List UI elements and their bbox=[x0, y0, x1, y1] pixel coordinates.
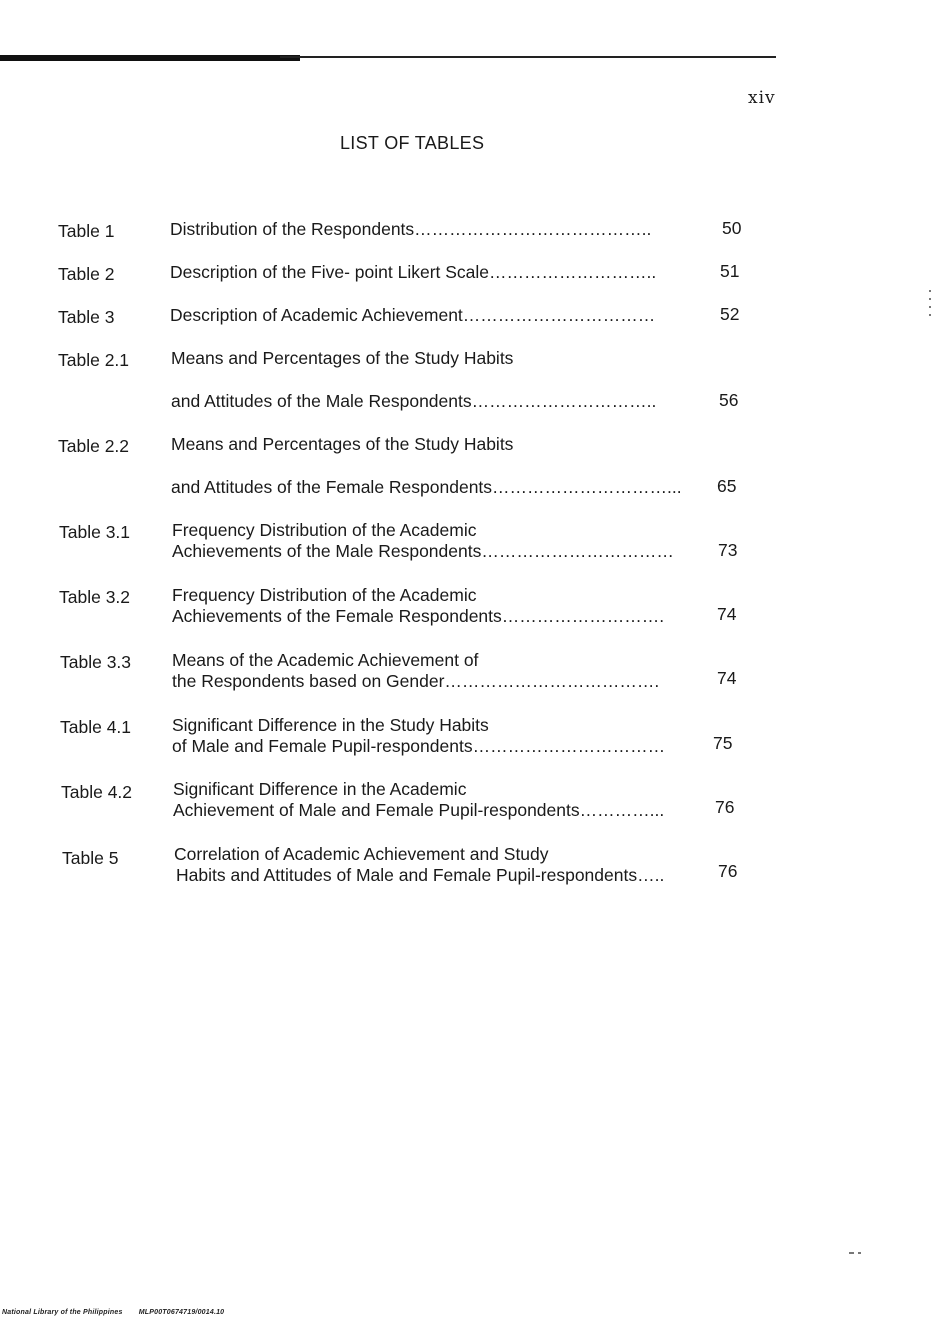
entry-page: 51 bbox=[720, 261, 740, 281]
entry-label: Table 4.1 bbox=[60, 717, 132, 737]
toc-entry[interactable] bbox=[61, 781, 761, 825]
entry-label: Table 2.2 bbox=[58, 436, 130, 456]
entry-description-line-1: Correlation of Academic Achievement and Study bbox=[174, 844, 549, 864]
entry-page: 76 bbox=[718, 861, 738, 881]
entry-description: Description of the Five- point Likert Scale……………………….. bbox=[170, 262, 657, 282]
entry-page: 52 bbox=[720, 304, 740, 324]
entry-page: 74 bbox=[717, 668, 737, 688]
scan-speck bbox=[929, 298, 931, 300]
scan-speck bbox=[849, 1252, 854, 1254]
entry-label: Table 2 bbox=[58, 264, 115, 284]
entry-description-line-2: and Attitudes of the Female Respondents…………………………... bbox=[171, 477, 682, 497]
footer-library: National Library of the Philippines bbox=[2, 1309, 123, 1316]
scan-speck bbox=[929, 306, 931, 308]
scan-speck bbox=[929, 290, 931, 292]
entry-label: Table 2.1 bbox=[58, 350, 130, 370]
entry-label: Table 3.2 bbox=[59, 587, 131, 607]
toc-entry[interactable] bbox=[59, 586, 759, 630]
entry-description-line-2: Achievement of Male and Female Pupil-respondents…………... bbox=[173, 800, 665, 820]
entry-description-line-1: Means of the Academic Achievement of bbox=[172, 650, 479, 670]
entry-description-line-1: Significant Difference in the Academic bbox=[173, 779, 467, 799]
entry-page: 50 bbox=[722, 218, 742, 238]
entry-page: 75 bbox=[713, 733, 733, 753]
page-title: LIST OF TABLES bbox=[340, 133, 485, 153]
toc-entry[interactable] bbox=[58, 306, 758, 328]
footer-library-stamp bbox=[2, 1309, 238, 1316]
scan-speck bbox=[929, 314, 931, 316]
entry-page: 73 bbox=[718, 540, 738, 560]
toc-entry[interactable] bbox=[60, 651, 760, 695]
entry-description-line-2: and Attitudes of the Male Respondents………………………….. bbox=[171, 391, 657, 411]
entry-description: Distribution of the Respondents………………………………….. bbox=[170, 219, 652, 239]
entry-label: Table 4.2 bbox=[61, 782, 133, 802]
entry-description-line-1: Means and Percentages of the Study Habits bbox=[171, 348, 514, 368]
entry-label: Table 5 bbox=[62, 848, 119, 868]
page-number: xiv bbox=[748, 88, 776, 108]
entry-description-line-2: Achievements of the Male Respondents…………………………… bbox=[172, 541, 674, 561]
entry-page: 65 bbox=[717, 476, 737, 496]
top-rule-thin bbox=[280, 56, 776, 58]
toc-entry[interactable] bbox=[60, 716, 760, 760]
entry-label: Table 3 bbox=[58, 307, 115, 327]
entry-page: 76 bbox=[715, 797, 735, 817]
entry-description-line-2: the Respondents based on Gender………………………………. bbox=[172, 671, 660, 691]
entry-label: Table 3.3 bbox=[60, 652, 132, 672]
entry-description: Description of Academic Achievement…………………………… bbox=[170, 305, 656, 325]
entry-description-line-2: of Male and Female Pupil-respondents…………………………… bbox=[172, 736, 666, 756]
footer-code: MLP00T0674719/0014.10 bbox=[138, 1309, 225, 1316]
entry-description-line-2: Habits and Attitudes of Male and Female Pupil-respondents….. bbox=[176, 865, 665, 885]
toc-entry[interactable] bbox=[58, 349, 758, 415]
toc-entry[interactable] bbox=[62, 844, 762, 891]
entry-description-line-2: Achievements of the Female Respondents………………………. bbox=[172, 606, 665, 626]
entry-description-line-1: Significant Difference in the Study Habits bbox=[172, 715, 489, 735]
entry-description-line-1: Frequency Distribution of the Academic bbox=[172, 520, 477, 540]
entry-label: Table 1 bbox=[58, 221, 115, 241]
toc-entry[interactable] bbox=[58, 263, 758, 285]
scan-speck bbox=[858, 1252, 861, 1254]
toc-entry[interactable] bbox=[58, 220, 758, 242]
top-rule-thick bbox=[0, 55, 300, 61]
entry-page: 74 bbox=[717, 604, 737, 624]
entry-description-line-1: Means and Percentages of the Study Habits bbox=[171, 434, 514, 454]
entry-page: 56 bbox=[719, 390, 739, 410]
toc-entry[interactable] bbox=[59, 521, 759, 565]
entry-description-line-1: Frequency Distribution of the Academic bbox=[172, 585, 477, 605]
entry-label: Table 3.1 bbox=[59, 522, 131, 542]
toc-entry[interactable] bbox=[58, 435, 758, 501]
